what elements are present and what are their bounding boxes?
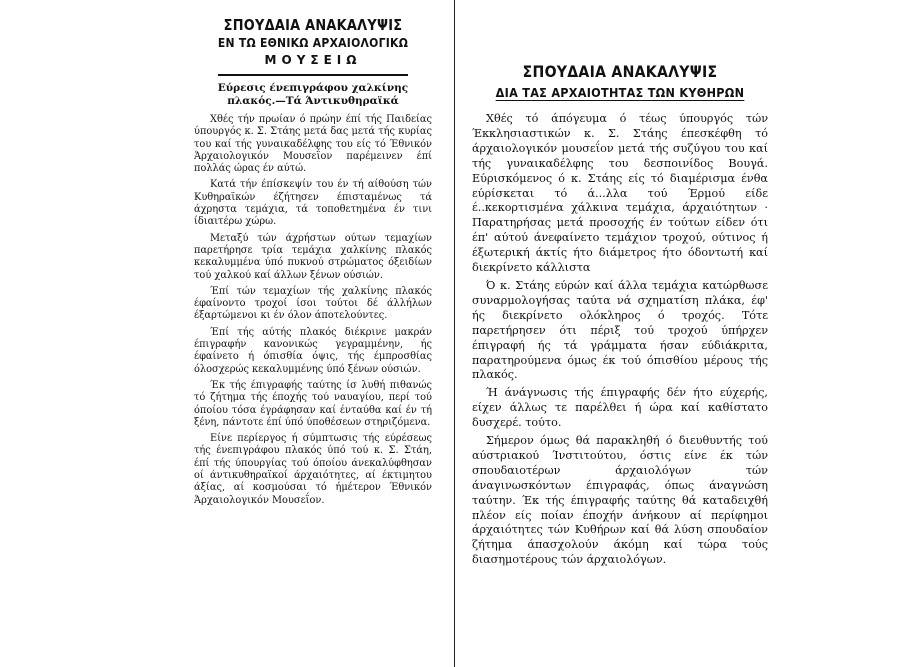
left-paragraph: Χθές τήν πρωίαν ό πρώην έπί τής Παιδείας ύπουργός κ. Σ. Στάης μετά δας μετά τής κυρίας του καί τής γυναικαδέλφης του είς τό Έθνικόν Άρχαιολογικόν Μουσεΐον παρέμεινεν έπί πολλάς ώρας έν αύτώ. — [194, 114, 432, 175]
left-headline-line-2: ΕΝ ΤΩ ΕΘΝΙΚΩ ΑΡΧΑΙΟΛΟΓΙΚΩ — [217, 36, 409, 50]
left-subheadline: Εύρεσις ένεπιγράφου χαλκίνης πλακός.—Τά Άντικυθηραϊκά — [217, 82, 409, 107]
right-paragraph: Ό κ. Στάης εύρών καί άλλα τεμάχια κατώρθωσε συναρμολογήσας ταύτα νά σχηματίση πλάκα, έφ' ής διεκρίνετο ολόκληρος ό τροχός. Τότε παρετήρησεν ότι πέριξ τού τροχού ύπήρχεν έπιγραφή ής τά γράμματα ήσαν εύδιάκριτα, παρατηρούμενα όμως έκ τού όπισθίου μέρους τής πλακός. — [472, 278, 768, 382]
left-paragraph: Έκ τής έπιγραφής ταύτης ίσ λυθή πιθανώς τό ζήτημα τής έποχής τού ναυαγίου, περί τού όποίου τόσα έγράφησαν καί ένταύθα καί έν τή ξένη, πάντοτε έπί ύπό ύποθέσεων στηριζόμενα. — [194, 379, 432, 428]
left-newspaper-clipping — [188, 12, 438, 662]
right-article-body — [470, 112, 770, 568]
left-headline-line-3: ΜΟΥΣΕΙΩ — [264, 53, 362, 67]
left-headline: ΣΠΟΥΔΑΙΑ ΑΝΑΚΑΛΥΨΙΣ — [223, 16, 403, 34]
left-article-body — [188, 114, 438, 507]
column-divider — [454, 0, 455, 667]
left-paragraph: Έπί τής αύτής πλακός διέκρινε μακράν έπιγραφήν κανονικώς γεγραμμένην, ής έφαίνετο ή όπισθία όψις, τής έμπροσθίας όλοσχερώς κεκαλυμμένης ύπό ξένων ούσιών. — [194, 326, 432, 375]
right-headline: ΣΠΟΥΔΑΙΑ ΑΝΑΚΑΛΥΨΙΣ — [522, 62, 718, 81]
right-paragraph: Σήμερον όμως θά παρακληθή ό διευθυντής τού αύστριακού Ίνστιτούτου, όστις είνε έκ τών σπουδαιοτέρων άρχαιολόγων τών άναγινωσκόντων έπιγραφάς, όπως άναγνώση ταύτην. Έκ τής έπιγραφής ταύτης θά καταδειχθή πλέον είς ποίαν έποχήν άνήκουν αί περίφημοι άρχαιότητες τών Κυθήρων καί θά λύση σπουδαίον ζήτημα άπασχολούν άκόμη καί τώρα τούς διασημοτέρους τών άρχαιολόγων. — [472, 434, 768, 567]
right-paragraph: Ή άνάγνωσις τής έπιγραφής δέν ήτο εύχερής, είχεν άλλως τε παρέλθει ή ώρα καί καθίστατο δυσχερέ. τούτο. — [472, 386, 768, 430]
right-paragraph: Χθές τό άπόγευμα ό τέως ύπουργός τών Έκκλησιαστικών κ. Σ. Στάης έπεσκέφθη τό άρχαιολογικόν μουσεΐον μετά τής συζύγου του καί τής γυναικαδέλφης του δεσποινίδος Βουγά. Εύρισκόμενος ό κ. Στάης είς τό διαμέρισμα ένθα εύρίσκεται τό ά...λλα τού Έρμού είδε έ..κεκορτισμένα χάλκινα τεμάχια, άρχαιότητων · Παρατηρήσας μετά προσοχής έν τούτων είδεν ότι έπ' αύτού άνεφαίνετο τεμάχιον τροχού, ούτινος ή έξωτερική άκτίς ήτο διάμετρος ήτο όδοντωτή καί διεκρίνετο κάλλιστα — [472, 112, 768, 275]
left-paragraph: Μεταξύ τών άχρήστων ούτων τεμαχίων παρετήρησε τρία τεμάχια χαλκίνης πλακός κεκαλυμμένα ύπό πυκνού στρώματος όξειδίων τού χαλκού καί άλλων ξένων ούσιών. — [194, 232, 432, 281]
left-headline-rule — [218, 74, 408, 76]
left-paragraph: Έπί τών τεμαχίων τής χαλκίνης πλακός έφαίνοντο τροχοί ίσοι τούτοι δέ άλλήλων έξαρτώμενοι κι έν όλον άποτελούντες. — [194, 285, 432, 322]
left-paragraph: Κατά τήν έπίσκεψίν του έν τή αίθούση τών Κυθηραϊκών έζήτησεν έπισταμένως τά άχρηστα τεμάχια, τά τοποθετημένα έν τινι ίδιαιτέρω χώρω. — [194, 179, 432, 228]
left-paragraph: Είνε περίεργος ή σύμπτωσις τής εύρέσεως τής ένεπιγράφου πλακός ύπό τού κ. Σ. Στάη, έπί τής ύπουργίας τού όποίου άνεκαλύφθησαν οί άντικυθηραϊκοί άρχαιότητες, αί έκτιμητου άξίας, αί κοσμούσαι τό ήμέτερον Έθνικόν Άρχαιολογικόν Μουσεΐον. — [194, 433, 432, 506]
right-newspaper-clipping — [470, 62, 770, 617]
right-headline-line-2: ΔΙΑ ΤΑΣ ΑΡΧΑΙΟΤΗΤΑΣ ΤΩΝ ΚΥΘΗΡΩΝ — [495, 85, 745, 100]
